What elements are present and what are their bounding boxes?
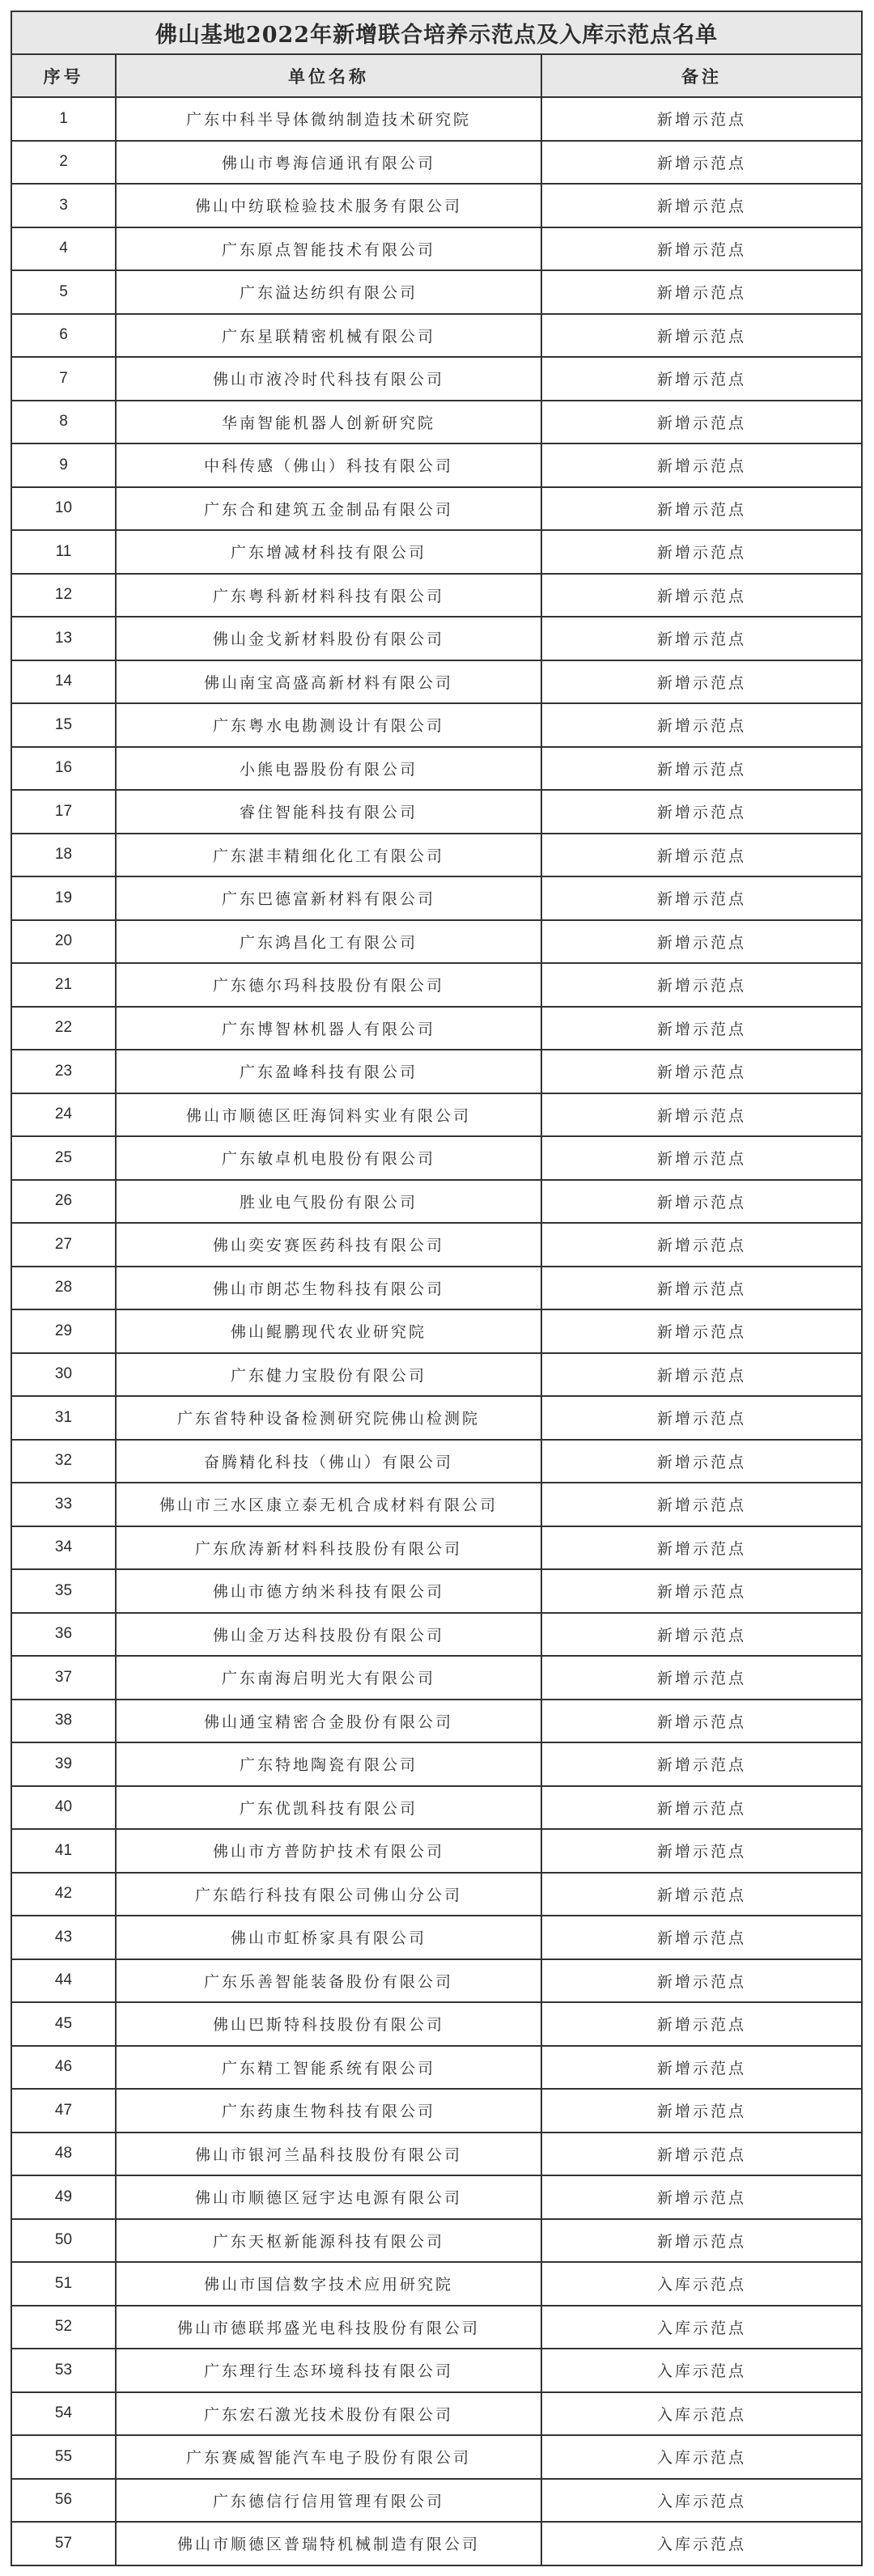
unit-name: 广东宏石激光技术股份有限公司 — [116, 2392, 541, 2436]
row-note: 新增示范点 — [541, 617, 861, 660]
unit-name: 中科传感（佛山）科技有限公司 — [116, 443, 541, 487]
row-number: 37 — [12, 1656, 116, 1700]
unit-name: 佛山市德方纳米科技有限公司 — [116, 1569, 541, 1613]
table-row — [12, 1483, 861, 1526]
row-note: 入库示范点 — [541, 2306, 861, 2349]
row-number: 40 — [12, 1786, 116, 1830]
row-number: 43 — [12, 1916, 116, 1959]
row-number: 46 — [12, 2046, 116, 2090]
unit-name: 佛山市顺德区冠宇达电源有限公司 — [116, 2175, 541, 2219]
unit-name: 佛山市虹桥家具有限公司 — [116, 1916, 541, 1959]
row-number: 9 — [12, 443, 116, 487]
row-note: 新增示范点 — [541, 790, 861, 834]
row-number: 45 — [12, 2002, 116, 2046]
table-row — [12, 790, 861, 834]
unit-name: 佛山市银河兰晶科技股份有限公司 — [116, 2133, 541, 2176]
unit-name: 广东德信行信用管理有限公司 — [116, 2479, 541, 2523]
row-number: 28 — [12, 1267, 116, 1310]
row-number: 14 — [12, 660, 116, 704]
table-row — [12, 357, 861, 401]
table-row — [12, 1353, 861, 1397]
row-note: 新增示范点 — [541, 1093, 861, 1137]
unit-name: 广东天枢新能源科技有限公司 — [116, 2219, 541, 2263]
row-note: 新增示范点 — [541, 920, 861, 964]
row-number: 2 — [12, 141, 116, 185]
unit-name: 佛山中纺联检验技术服务有限公司 — [116, 184, 541, 227]
table-row — [12, 2435, 861, 2479]
row-note: 新增示范点 — [541, 357, 861, 401]
row-number: 35 — [12, 1569, 116, 1613]
column-header-note: 备注 — [541, 54, 861, 97]
row-number: 29 — [12, 1309, 116, 1353]
table-row — [12, 1093, 861, 1137]
column-header-no: 序号 — [12, 54, 116, 97]
unit-name: 广东优凯科技有限公司 — [116, 1786, 541, 1830]
unit-name: 广东溢达纺织有限公司 — [116, 270, 541, 314]
unit-name: 广东盈峰科技有限公司 — [116, 1050, 541, 1093]
title-row — [12, 12, 861, 54]
table-row — [12, 2349, 861, 2392]
unit-name: 广东巴德富新材料有限公司 — [116, 876, 541, 920]
unit-name: 胜业电气股份有限公司 — [116, 1180, 541, 1224]
table-row — [12, 876, 861, 920]
column-header-name: 单位名称 — [116, 54, 541, 97]
row-number: 33 — [12, 1483, 116, 1526]
unit-name: 佛山市朗芯生物科技有限公司 — [116, 1267, 541, 1310]
row-number: 22 — [12, 1007, 116, 1050]
unit-name: 佛山市顺德区普瑞特机械制造有限公司 — [116, 2522, 541, 2565]
table-row — [12, 1569, 861, 1613]
row-note: 新增示范点 — [541, 1353, 861, 1397]
row-note: 新增示范点 — [541, 1742, 861, 1786]
table-row — [12, 920, 861, 964]
unit-name: 广东赛威智能汽车电子股份有限公司 — [116, 2435, 541, 2479]
table-row — [12, 1223, 861, 1267]
table-row — [12, 2479, 861, 2523]
table-row — [12, 1700, 861, 1743]
table-row — [12, 2522, 861, 2565]
row-number: 6 — [12, 314, 116, 358]
row-number: 13 — [12, 617, 116, 660]
row-note: 新增示范点 — [541, 314, 861, 358]
table-row — [12, 97, 861, 141]
row-number: 39 — [12, 1742, 116, 1786]
unit-name: 佛山通宝精密合金股份有限公司 — [116, 1700, 541, 1743]
table-row — [12, 1786, 861, 1830]
row-number: 52 — [12, 2306, 116, 2349]
table-row — [12, 747, 861, 791]
table-row — [12, 574, 861, 617]
table-row — [12, 660, 861, 704]
unit-name: 睿住智能科技有限公司 — [116, 790, 541, 834]
unit-name: 广东理行生态环境科技有限公司 — [116, 2349, 541, 2392]
table-row — [12, 1007, 861, 1050]
row-number: 42 — [12, 1873, 116, 1916]
table-row — [12, 1873, 861, 1916]
unit-name: 佛山市国信数字技术应用研究院 — [116, 2262, 541, 2306]
row-note: 新增示范点 — [541, 184, 861, 227]
table-row — [12, 401, 861, 444]
unit-name: 广东乐善智能装备股份有限公司 — [116, 1959, 541, 2003]
table-row — [12, 1916, 861, 1959]
row-note: 新增示范点 — [541, 1483, 861, 1526]
unit-name: 广东粤水电勘测设计有限公司 — [116, 703, 541, 747]
row-note: 新增示范点 — [541, 703, 861, 747]
row-number: 12 — [12, 574, 116, 617]
row-number: 7 — [12, 357, 116, 401]
unit-name: 广东增减材科技有限公司 — [116, 530, 541, 574]
row-number: 21 — [12, 963, 116, 1007]
unit-name: 佛山金万达科技股份有限公司 — [116, 1613, 541, 1657]
table-row — [12, 2089, 861, 2133]
row-number: 5 — [12, 270, 116, 314]
row-note: 新增示范点 — [541, 443, 861, 487]
row-note: 新增示范点 — [541, 1180, 861, 1224]
roster-table-container — [11, 11, 863, 2566]
row-note: 新增示范点 — [541, 1613, 861, 1657]
row-number: 57 — [12, 2522, 116, 2565]
unit-name: 广东特地陶瓷有限公司 — [116, 1742, 541, 1786]
unit-name: 佛山鲲鹏现代农业研究院 — [116, 1309, 541, 1353]
row-note: 新增示范点 — [541, 97, 861, 141]
row-number: 53 — [12, 2349, 116, 2392]
table-row — [12, 227, 861, 271]
row-number: 54 — [12, 2392, 116, 2436]
table-row — [12, 141, 861, 185]
unit-name: 小熊电器股份有限公司 — [116, 747, 541, 791]
row-note: 新增示范点 — [541, 2219, 861, 2263]
row-note: 新增示范点 — [541, 1223, 861, 1267]
row-note: 新增示范点 — [541, 1916, 861, 1959]
row-number: 49 — [12, 2175, 116, 2219]
unit-name: 广东鸿昌化工有限公司 — [116, 920, 541, 964]
row-note: 入库示范点 — [541, 2435, 861, 2479]
column-header-row — [12, 54, 861, 97]
row-number: 18 — [12, 834, 116, 877]
row-note: 新增示范点 — [541, 963, 861, 1007]
row-note: 新增示范点 — [541, 876, 861, 920]
row-note: 新增示范点 — [541, 1569, 861, 1613]
table-row — [12, 1396, 861, 1440]
table-row — [12, 2133, 861, 2176]
unit-name: 佛山南宝高盛高新材料有限公司 — [116, 660, 541, 704]
table-row — [12, 1526, 861, 1570]
table-row — [12, 963, 861, 1007]
row-number: 23 — [12, 1050, 116, 1093]
unit-name: 佛山巴斯特科技股份有限公司 — [116, 2002, 541, 2046]
unit-name: 广东原点智能技术有限公司 — [116, 227, 541, 271]
roster-table — [12, 12, 861, 2565]
row-number: 8 — [12, 401, 116, 444]
table-row — [12, 1267, 861, 1310]
row-number: 1 — [12, 97, 116, 141]
row-number: 24 — [12, 1093, 116, 1137]
row-number: 38 — [12, 1700, 116, 1743]
unit-name: 广东星联精密机械有限公司 — [116, 314, 541, 358]
row-note: 新增示范点 — [541, 1959, 861, 2003]
row-number: 51 — [12, 2262, 116, 2306]
row-number: 20 — [12, 920, 116, 964]
row-number: 55 — [12, 2435, 116, 2479]
unit-name: 广东合和建筑五金制品有限公司 — [116, 487, 541, 531]
unit-name: 广东药康生物科技有限公司 — [116, 2089, 541, 2133]
row-number: 36 — [12, 1613, 116, 1657]
row-number: 31 — [12, 1396, 116, 1440]
unit-name: 佛山市方普防护技术有限公司 — [116, 1829, 541, 1873]
unit-name: 广东湛丰精细化化工有限公司 — [116, 834, 541, 877]
row-note: 新增示范点 — [541, 1440, 861, 1483]
table-row — [12, 834, 861, 877]
row-number: 47 — [12, 2089, 116, 2133]
row-note: 新增示范点 — [541, 530, 861, 574]
unit-name: 佛山市顺德区旺海饲料实业有限公司 — [116, 1093, 541, 1137]
table-row — [12, 1656, 861, 1700]
table-row — [12, 1180, 861, 1224]
table-row — [12, 2002, 861, 2046]
table-row — [12, 2046, 861, 2090]
table-row — [12, 530, 861, 574]
unit-name: 广东健力宝股份有限公司 — [116, 1353, 541, 1397]
unit-name: 广东敏卓机电股份有限公司 — [116, 1136, 541, 1180]
table-row — [12, 1829, 861, 1873]
table-row — [12, 487, 861, 531]
row-note: 新增示范点 — [541, 747, 861, 791]
table-row — [12, 703, 861, 747]
table-row — [12, 2175, 861, 2219]
table-row — [12, 1136, 861, 1180]
unit-name: 佛山市液冷时代科技有限公司 — [116, 357, 541, 401]
row-number: 10 — [12, 487, 116, 531]
table-row — [12, 617, 861, 660]
row-note: 新增示范点 — [541, 660, 861, 704]
table-row — [12, 2262, 861, 2306]
unit-name: 广东省特种设备检测研究院佛山检测院 — [116, 1396, 541, 1440]
unit-name: 广东粤科新材料科技有限公司 — [116, 574, 541, 617]
table-row — [12, 1613, 861, 1657]
unit-name: 佛山市三水区康立泰无机合成材料有限公司 — [116, 1483, 541, 1526]
row-number: 15 — [12, 703, 116, 747]
unit-name: 广东博智林机器人有限公司 — [116, 1007, 541, 1050]
row-number: 3 — [12, 184, 116, 227]
row-note: 新增示范点 — [541, 1656, 861, 1700]
row-note: 新增示范点 — [541, 574, 861, 617]
row-note: 入库示范点 — [541, 2522, 861, 2565]
row-note: 新增示范点 — [541, 2002, 861, 2046]
table-row — [12, 443, 861, 487]
unit-name: 广东南海启明光大有限公司 — [116, 1656, 541, 1700]
row-note: 新增示范点 — [541, 1786, 861, 1830]
row-number: 34 — [12, 1526, 116, 1570]
row-note: 新增示范点 — [541, 227, 861, 271]
row-number: 41 — [12, 1829, 116, 1873]
row-number: 26 — [12, 1180, 116, 1224]
table-row — [12, 270, 861, 314]
row-number: 16 — [12, 747, 116, 791]
row-number: 44 — [12, 1959, 116, 2003]
row-note: 新增示范点 — [541, 1267, 861, 1310]
row-note: 新增示范点 — [541, 1700, 861, 1743]
table-row — [12, 2306, 861, 2349]
unit-name: 佛山市粤海信通讯有限公司 — [116, 141, 541, 185]
row-note: 入库示范点 — [541, 2262, 861, 2306]
row-number: 30 — [12, 1353, 116, 1397]
row-note: 新增示范点 — [541, 141, 861, 185]
row-number: 4 — [12, 227, 116, 271]
row-note: 新增示范点 — [541, 1829, 861, 1873]
row-note: 新增示范点 — [541, 1396, 861, 1440]
row-note: 新增示范点 — [541, 2089, 861, 2133]
unit-name: 广东欣涛新材料科技股份有限公司 — [116, 1526, 541, 1570]
row-note: 新增示范点 — [541, 2175, 861, 2219]
unit-name: 佛山金戈新材料股份有限公司 — [116, 617, 541, 660]
unit-name: 佛山市德联邦盛光电科技股份有限公司 — [116, 2306, 541, 2349]
table-body — [12, 97, 861, 2565]
unit-name: 华南智能机器人创新研究院 — [116, 401, 541, 444]
row-note: 新增示范点 — [541, 1526, 861, 1570]
row-number: 25 — [12, 1136, 116, 1180]
table-row — [12, 1959, 861, 2003]
row-note: 入库示范点 — [541, 2479, 861, 2523]
table-row — [12, 1440, 861, 1483]
row-note: 新增示范点 — [541, 834, 861, 877]
table-row — [12, 1309, 861, 1353]
row-number: 11 — [12, 530, 116, 574]
row-number: 50 — [12, 2219, 116, 2263]
row-note: 新增示范点 — [541, 1873, 861, 1916]
row-note: 新增示范点 — [541, 1007, 861, 1050]
row-number: 17 — [12, 790, 116, 834]
row-number: 48 — [12, 2133, 116, 2176]
row-number: 27 — [12, 1223, 116, 1267]
row-note: 新增示范点 — [541, 401, 861, 444]
unit-name: 广东精工智能系统有限公司 — [116, 2046, 541, 2090]
row-note: 新增示范点 — [541, 2046, 861, 2090]
table-row — [12, 314, 861, 358]
table-row — [12, 1050, 861, 1093]
row-note: 新增示范点 — [541, 1050, 861, 1093]
table-row — [12, 184, 861, 227]
unit-name: 广东德尔玛科技股份有限公司 — [116, 963, 541, 1007]
table-row — [12, 1742, 861, 1786]
row-note: 新增示范点 — [541, 487, 861, 531]
document-title: 佛山基地2022年新增联合培养示范点及入库示范点名单 — [12, 12, 861, 54]
unit-name: 佛山奕安赛医药科技有限公司 — [116, 1223, 541, 1267]
row-note: 新增示范点 — [541, 1309, 861, 1353]
row-note: 入库示范点 — [541, 2392, 861, 2436]
row-number: 19 — [12, 876, 116, 920]
row-number: 56 — [12, 2479, 116, 2523]
table-row — [12, 2392, 861, 2436]
unit-name: 奋腾精化科技（佛山）有限公司 — [116, 1440, 541, 1483]
unit-name: 广东中科半导体微纳制造技术研究院 — [116, 97, 541, 141]
row-note: 入库示范点 — [541, 2349, 861, 2392]
row-note: 新增示范点 — [541, 270, 861, 314]
row-number: 32 — [12, 1440, 116, 1483]
row-note: 新增示范点 — [541, 1136, 861, 1180]
row-note: 新增示范点 — [541, 2133, 861, 2176]
table-row — [12, 2219, 861, 2263]
unit-name: 广东皓行科技有限公司佛山分公司 — [116, 1873, 541, 1916]
